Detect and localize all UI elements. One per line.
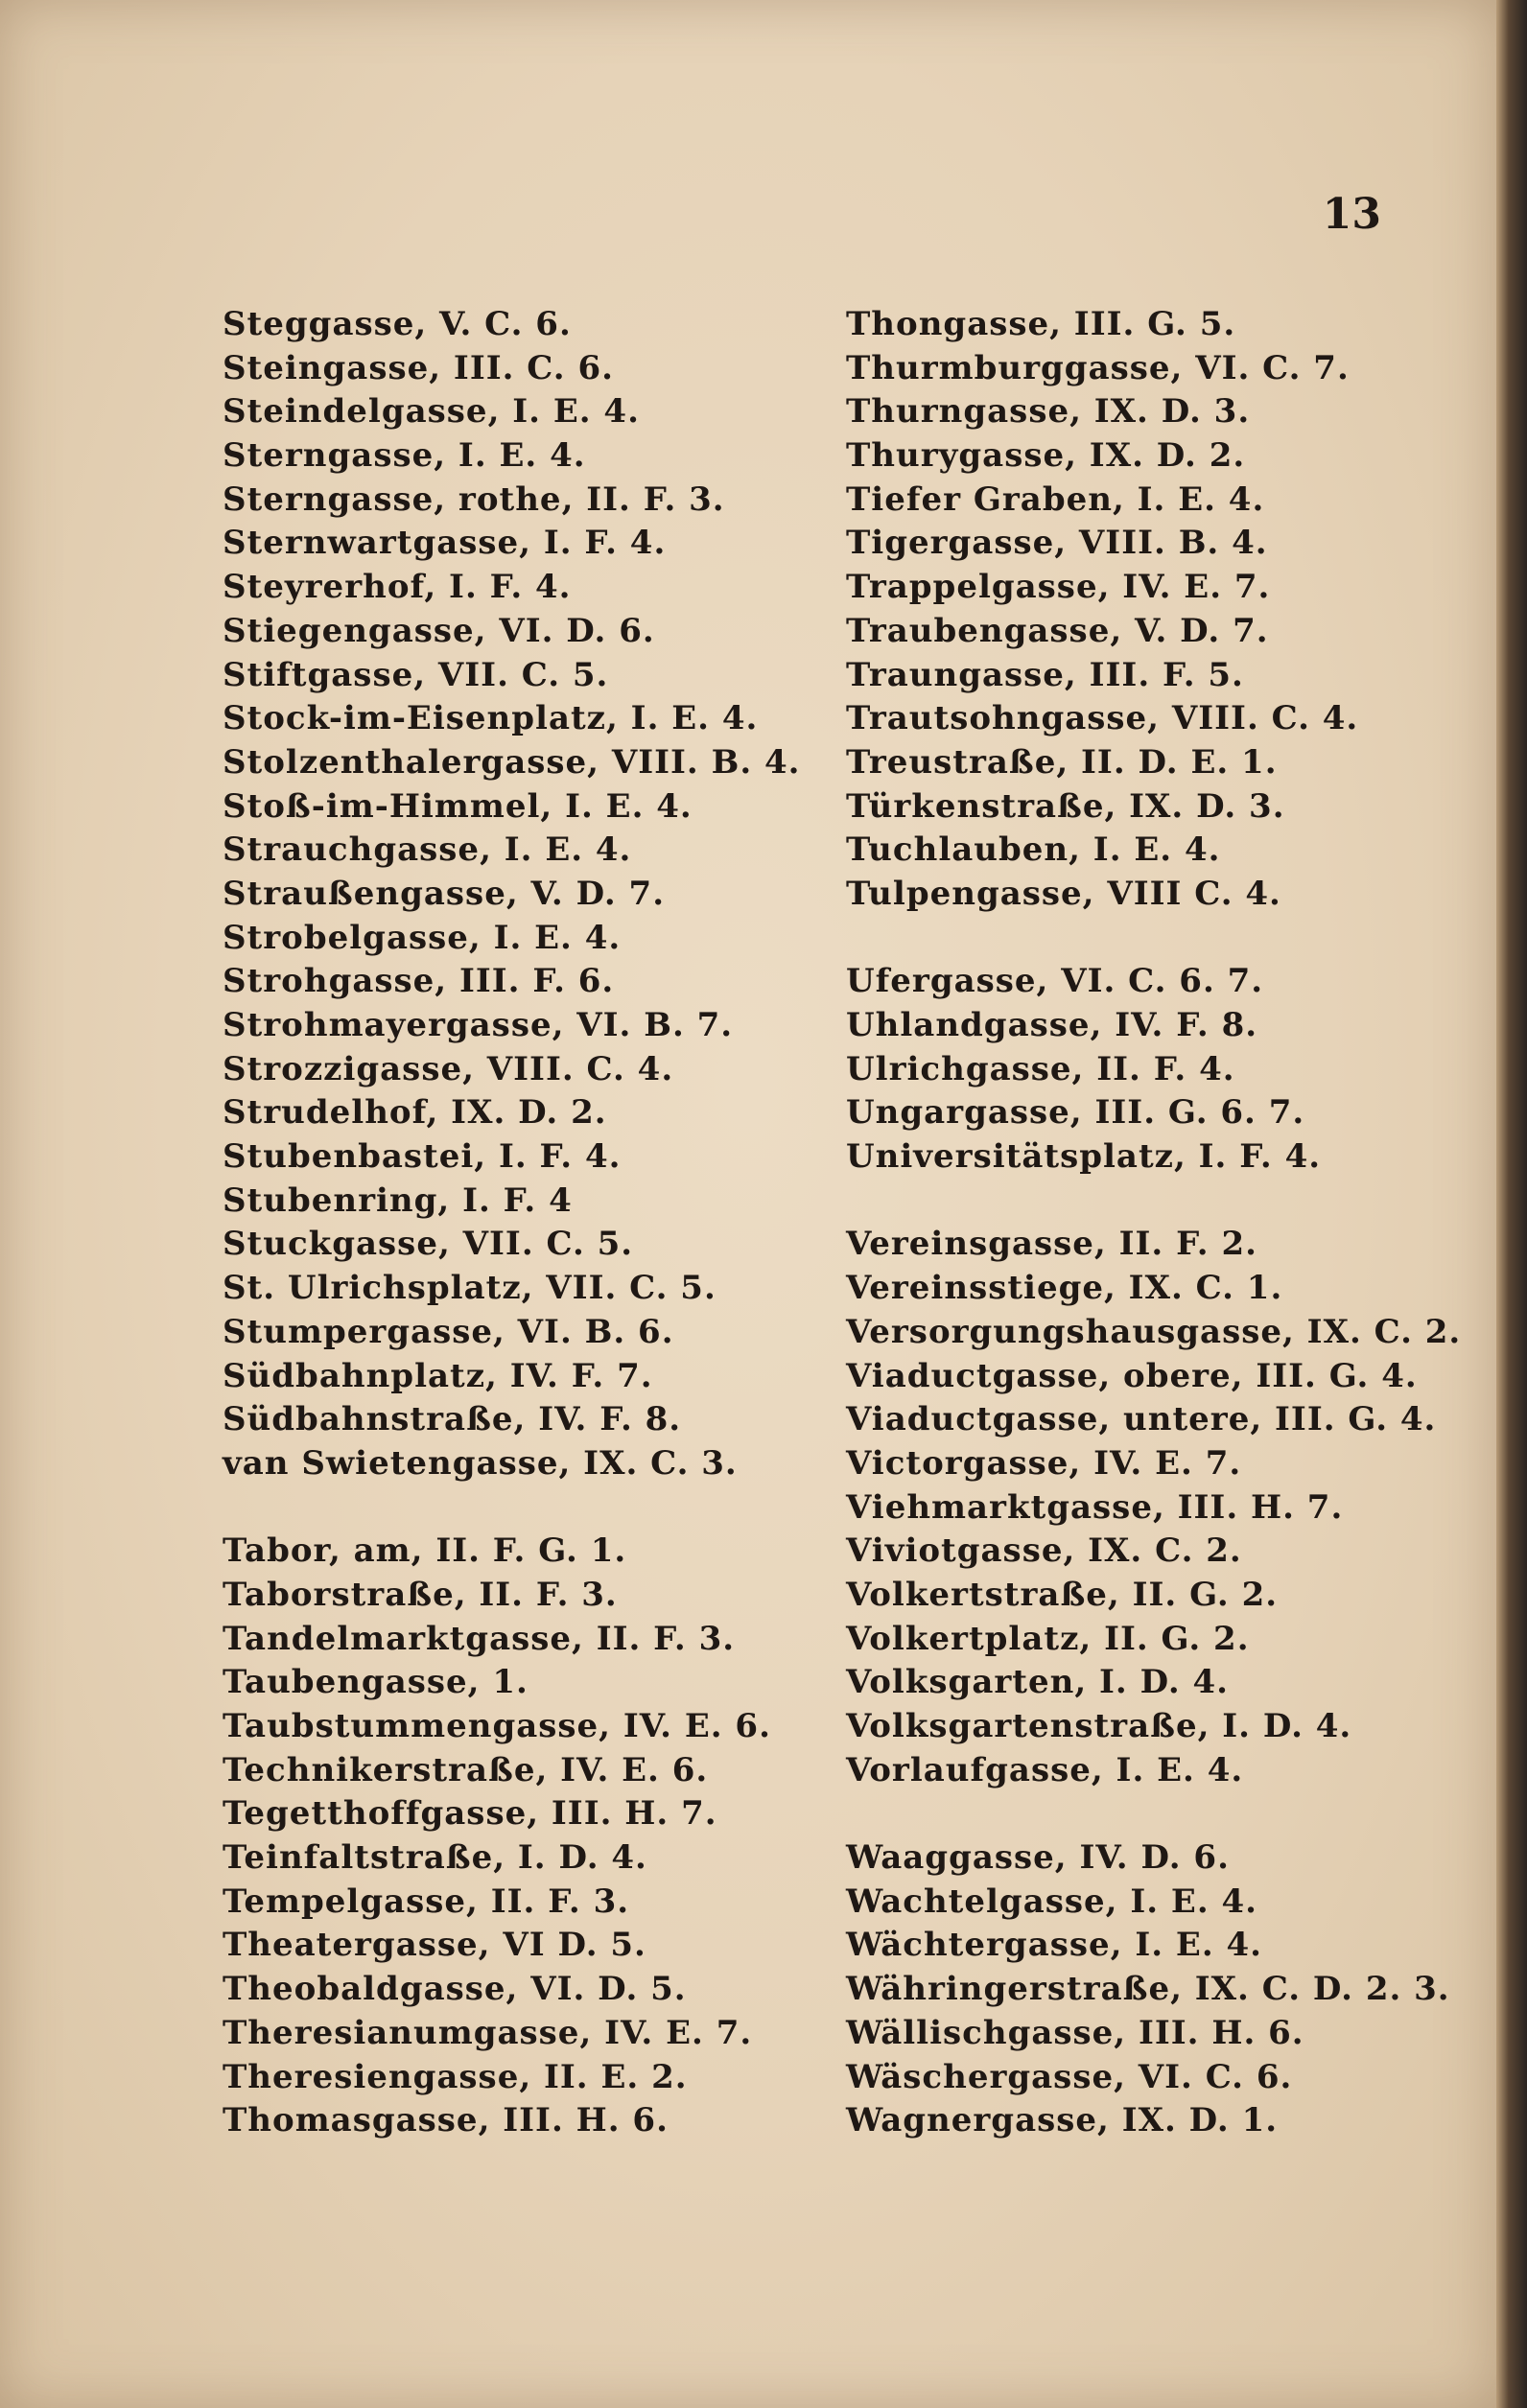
street-entry: Vereinsstiege, IX. C. 1. [846, 1269, 1283, 1308]
street-entry: Volksgarten, I. D. 4. [846, 1663, 1230, 1702]
street-entry: Ufergasse, VI. C. 6. 7. [846, 962, 1264, 1001]
street-entry: Strudelhof, IX. D. 2. [223, 1093, 607, 1133]
section-gap [846, 1180, 1441, 1224]
street-entry: Theobaldgasse, VI. D. 5. [223, 1970, 687, 2009]
street-entry: Treustraße, II. D. E. 1. [846, 742, 1278, 782]
street-entry: Theresiengasse, II. E. 2. [223, 2057, 688, 2096]
street-entry: Südbahnplatz, IV. F. 7. [223, 1356, 653, 1395]
section-gap [846, 917, 1441, 961]
street-entry: Wällischgasse, III. H. 6. [846, 2013, 1304, 2052]
street-entry: Wäschergasse, VI. C. 6. [846, 2057, 1293, 2096]
street-entry: Traungasse, III. F. 5. [846, 655, 1244, 694]
street-index-left-column [223, 303, 817, 2143]
street-entry: Ungargasse, III. G. 6. 7. [846, 1093, 1305, 1133]
street-entry: Volkertplatz, II. G. 2. [846, 1619, 1250, 1658]
street-entry: Stiegengasse, VI. D. 6. [223, 611, 655, 650]
street-entry: Thurygasse, IX. D. 2. [846, 436, 1246, 476]
section-gap [223, 1486, 817, 1531]
page-number: 13 [1322, 190, 1381, 239]
street-entry: Versorgungshausgasse, IX. C. 2. [846, 1312, 1462, 1351]
street-entry: Tigergasse, VIII. B. 4. [846, 524, 1268, 563]
street-entry: Sternwartgasse, I. F. 4. [223, 524, 667, 563]
street-entry: Strauchgasse, I. E. 4. [223, 830, 632, 870]
street-entry: Taubengasse, 1. [223, 1663, 529, 1702]
street-entry: Thurmburggasse, VI. C. 7. [846, 348, 1350, 387]
street-entry: Strobelgasse, I. E. 4. [223, 918, 622, 957]
street-entry: Stubenbastei, I. F. 4. [223, 1137, 622, 1177]
street-entry: Straußengasse, V. D. 7. [223, 874, 666, 913]
street-entry: Sterngasse, I. E. 4. [223, 436, 586, 476]
street-entry: Südbahnstraße, IV. F. 8. [223, 1400, 682, 1439]
street-entry: Thongasse, III. G. 5. [846, 305, 1236, 343]
street-entry: Traubengasse, V. D. 7. [846, 611, 1269, 650]
street-entry: van Swietengasse, IX. C. 3. [223, 1443, 738, 1483]
street-entry: Uhlandgasse, IV. F. 8. [846, 1006, 1258, 1044]
street-entry: Tegetthoffgasse, III. H. 7. [223, 1794, 717, 1834]
street-entry: Strohmayergasse, VI. B. 7. [223, 1006, 734, 1044]
street-entry: Stumpergasse, VI. B. 6. [223, 1312, 674, 1351]
street-entry: Viviotgasse, IX. C. 2. [846, 1531, 1242, 1571]
street-entry: Tabor, am, II. F. G. 1. [223, 1531, 627, 1571]
street-entry: Theatergasse, VI D. 5. [223, 1926, 646, 1965]
street-entry: Währingerstraße, IX. C. D. 2. 3. [846, 1970, 1450, 2009]
street-entry: Trautsohngasse, VIII. C. 4. [846, 699, 1359, 738]
street-entry: Tempelgasse, II. F. 3. [223, 1882, 630, 1921]
street-entry: Theresianumgasse, IV. E. 7. [223, 2013, 753, 2052]
street-entry: Technikerstraße, IV. E. 6. [223, 1750, 709, 1789]
street-entry: Strozzigasse, VIII. C. 4. [223, 1049, 674, 1088]
street-entry: Viaductgasse, untere, III. G. 4. [846, 1400, 1437, 1439]
street-entry: Volksgartenstraße, I. D. 4. [846, 1707, 1352, 1745]
street-entry: Steggasse, V. C. 6. [223, 305, 572, 343]
street-entry: Viehmarktgasse, III. H. 7. [846, 1487, 1344, 1527]
street-entry: Taubstummengasse, IV. E. 6. [223, 1707, 771, 1745]
street-index-right-column [846, 303, 1462, 2143]
book-spine-edge [1496, 0, 1527, 2408]
street-entry: Steindelgasse, I. E. 4. [223, 392, 640, 432]
street-entry: Volkertstraße, II. G. 2. [846, 1575, 1279, 1614]
street-entry: Steyrerhof, I. F. 4. [223, 568, 572, 607]
street-entry: Thomasgasse, III. H. 6. [223, 2101, 669, 2140]
street-entry: Universitätsplatz, I. F. 4. [846, 1137, 1322, 1177]
street-entry: Sterngasse, rothe, II. F. 3. [223, 479, 725, 519]
street-entry: Stubenring, I. F. 4 [223, 1181, 573, 1220]
street-entry: Viaductgasse, obere, III. G. 4. [846, 1356, 1418, 1395]
street-entry: Stolzenthalergasse, VIII. B. 4. [223, 742, 801, 782]
street-entry: Tiefer Graben, I. E. 4. [846, 479, 1265, 519]
street-entry: Stock-im-Eisenplatz, I. E. 4. [223, 699, 759, 738]
street-entry: Tulpengasse, VIII C. 4. [846, 874, 1281, 913]
street-entry: Vorlaufgasse, I. E. 4. [846, 1750, 1244, 1789]
street-entry: Victorgasse, IV. E. 7. [846, 1443, 1242, 1483]
street-entry: Waaggasse, IV. D. 6. [846, 1838, 1230, 1878]
street-entry: Vereinsgasse, II. F. 2. [846, 1225, 1257, 1264]
street-entry: Thurngasse, IX. D. 3. [846, 392, 1251, 432]
street-entry: Wächtergasse, I. E. 4. [846, 1926, 1262, 1965]
street-entry: Stiftgasse, VII. C. 5. [223, 655, 609, 694]
street-entry: St. Ulrichsplatz, VII. C. 5. [223, 1269, 717, 1308]
street-entry: Wagnergasse, IX. D. 1. [846, 2101, 1279, 2140]
street-entry: Stoß-im-Himmel, I. E. 4. [223, 786, 693, 826]
street-entry: Tuchlauben, I. E. 4. [846, 830, 1221, 870]
street-entry: Taborstraße, II. F. 3. [223, 1575, 618, 1614]
street-entry: Trappelgasse, IV. E. 7. [846, 568, 1271, 607]
street-entry: Strohgasse, III. F. 6. [223, 962, 615, 1001]
street-entry: Wachtelgasse, I. E. 4. [846, 1882, 1257, 1921]
street-entry: Teinfaltstraße, I. D. 4. [223, 1838, 647, 1878]
street-entry: Ulrichgasse, II. F. 4. [846, 1049, 1235, 1088]
section-gap [846, 1792, 1441, 1836]
street-entry: Türkenstraße, IX. D. 3. [846, 786, 1285, 826]
street-entry: Steingasse, III. C. 6. [223, 348, 614, 387]
street-entry: Stuckgasse, VII. C. 5. [223, 1225, 634, 1264]
street-entry: Tandelmarktgasse, II. F. 3. [223, 1619, 736, 1658]
